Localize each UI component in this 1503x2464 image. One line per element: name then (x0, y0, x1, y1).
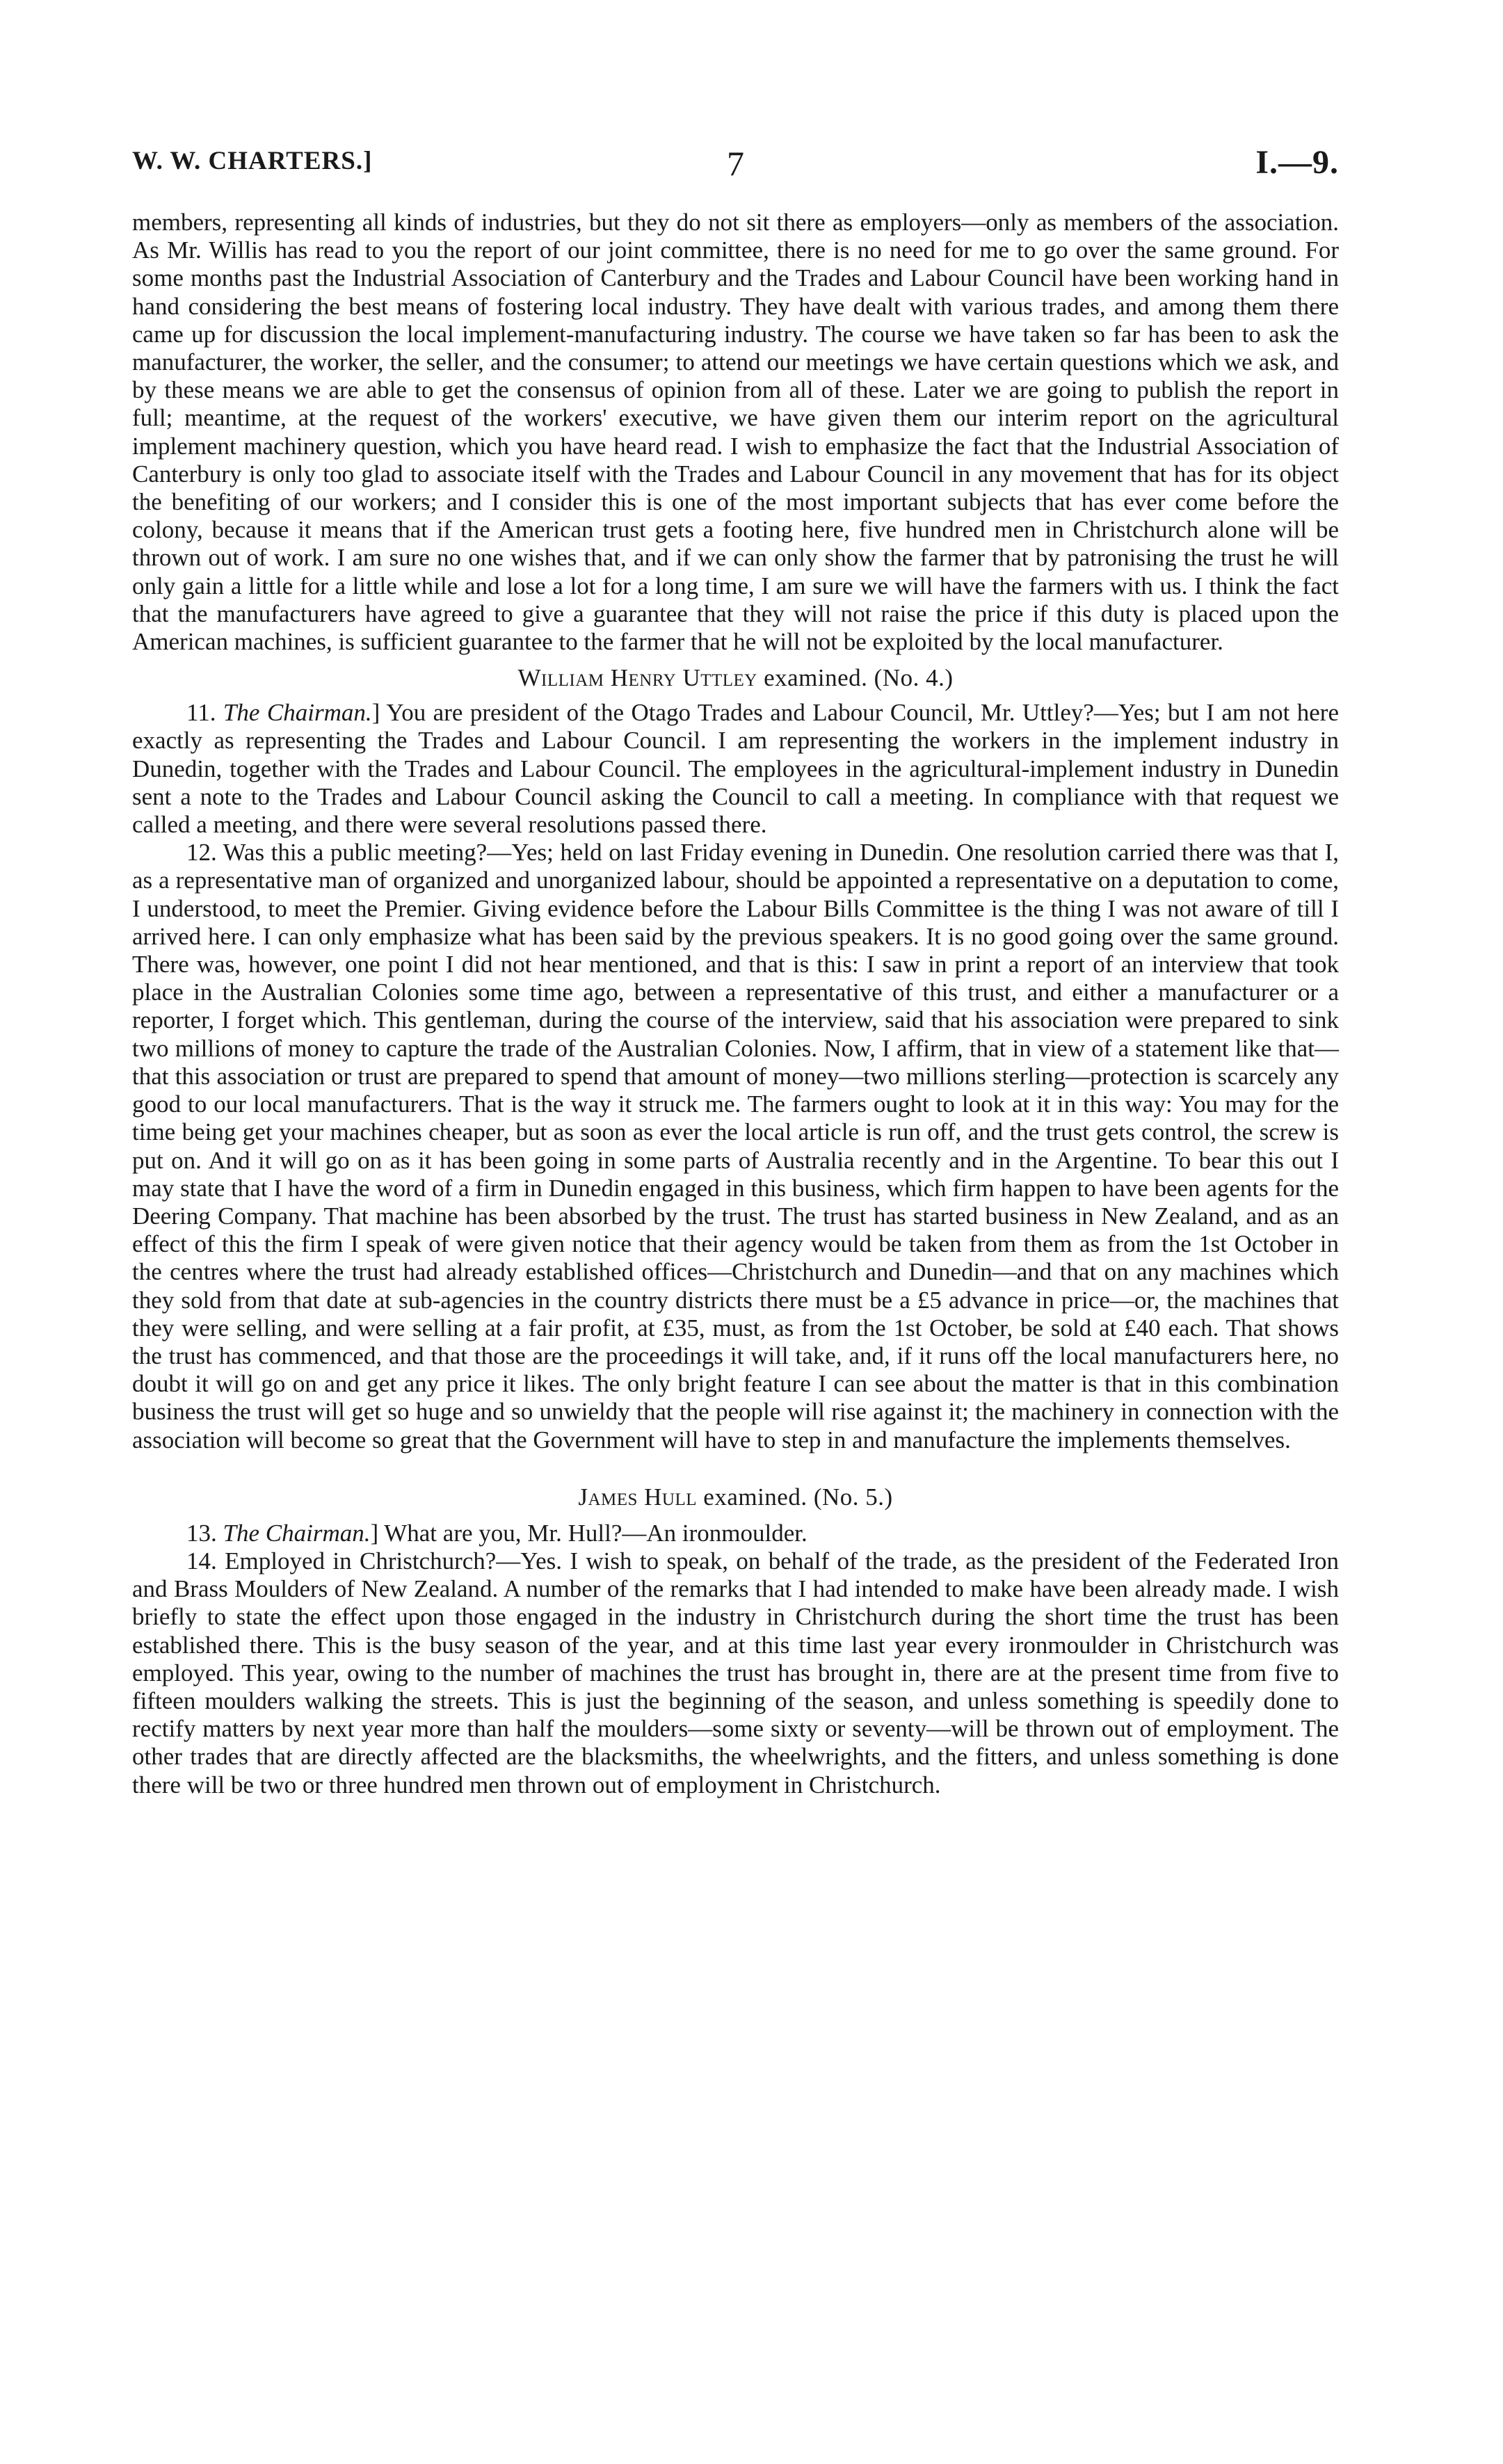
witness-heading-rest: examined. (No. 5.) (697, 1483, 893, 1511)
witness-heading-uttley (132, 664, 1339, 692)
speaker-label: The Chairman. (223, 699, 372, 727)
witness-heading-rest: examined. (No. 4.) (757, 664, 954, 692)
running-header (132, 146, 1339, 188)
question-text: ] What are you, Mr. Hull?—An ironmoulder. (370, 1519, 807, 1547)
document-body (132, 209, 1339, 1799)
speaker-label: The Chairman. (223, 1519, 371, 1547)
header-author: W. W. CHARTERS.] (132, 147, 373, 175)
witness-name: James Hull (578, 1483, 698, 1511)
header-document-reference: I.—9. (1255, 144, 1339, 181)
witness-heading-hull (132, 1483, 1339, 1511)
witness-name: William Henry Uttley (517, 664, 757, 692)
question-11 (132, 699, 1339, 839)
page-number: 7 (727, 144, 744, 183)
question-number: 11. (186, 699, 223, 727)
question-number: 13. (186, 1519, 223, 1547)
question-12: 12. Was this a public meeting?—Yes; held on last Friday evening in Dunedin. One resolution carried there was that I, as a representative man of organized and unorganized labour, should be appointed a representative on a deputation to come, I understood, to meet the Premier. Giving evidence before the Labour Bills Committee is the thing I was not aware of till I arrived here. I can only emphasize what has been said by the previous speakers. It is no good going over the same ground. There was, however, one point I did not hear mentioned, and that is this: I saw in print a report of an interview that took place in the Australian Colonies some time ago, between a representative of this trust, and either a manufacturer or a reporter, I forget which. This gentleman, during the course of the interview, said that his association were prepared to sink two millions of money to capture the trade of the Australian Colonies. Now, I affirm, that in view of a statement like that—that this association or trust are prepared to spend that amount of money—two millions sterling—protection is scarcely any good to our local manufacturers. That is the way it struck me. The farmers ought to look at it in this way: You may for the time being get your machines cheaper, but as soon as ever the local article is run off, and the trust gets control, the screw is put on. And it will go on as it has been going in some parts of Australia recently and in the Argentine. To bear this out I may state that I have the word of a firm in Dunedin engaged in this business, which firm happen to have been agents for the Deering Company. That machine has been absorbed by the trust. The trust has started business in New Zealand, and as an effect of this the firm I speak of were given notice that their agency would be taken from them as from the 1st October in the centres where the trust had already established offices—Christchurch and Dunedin—and that on any machines which they sold from that date at sub-agencies in the country districts there must be a £5 advance in price—or, the machines that they were selling, and were selling at a fair profit, at £35, must, as from the 1st October, be sold at £40 each. That shows the trust has commenced, and that those are the proceedings it will take, and, if it runs off the local manufacturers here, no doubt it will go on and get any price it likes. The only bright feature I can see about the matter is that in this combination business the trust will get so huge and so unwieldy that the people will rise against it; the machinery in connection with the association will become so great that the Government will have to step in and manufacture the implements themselves. (132, 839, 1339, 1454)
question-13 (132, 1520, 1339, 1547)
question-text: ] You are president of the Otago Trades and Labour Council, Mr. Uttley?—Yes; but I am not here exactly as representing the Trades and Labour Council. I am representing the workers in the implement industry in Dunedin, together with the Trades and Labour Council. The employees in the agricultural-implement industry in Dunedin sent a note to the Trades and Labour Council asking the Council to call a meeting. In compliance with that request we called a meeting, and there were several resolutions passed there. (132, 699, 1339, 839)
paragraph-intro: members, representing all kinds of industries, but they do not sit there as employers—only as members of the association. As Mr. Willis has read to you the report of our joint committee, there is no need for me to go over the same ground. For some months past the Industrial Association of Canterbury and the Trades and Labour Council have been working hand in hand considering the best means of fostering local industry. They have dealt with various trades, and among them there came up for discussion the local implement-manufacturing industry. The course we have taken so far has been to ask the manufacturer, the worker, the seller, and the consumer; to attend our meetings we have certain questions which we ask, and by these means we are able to get the consensus of opinion from all of these. Later we are going to publish the report in full; meantime, at the request of the workers' executive, we have given them our interim report on the agricultural implement machinery question, which you have heard read. I wish to emphasize the fact that the Industrial Association of Canterbury is only too glad to associate itself with the Trades and Labour Council in any movement that has for its object the benefiting of our workers; and I consider this is one of the most important subjects that has ever come before the colony, because it means that if the American trust gets a footing here, five hundred men in Christchurch alone will be thrown out of work. I am sure no one wishes that, and if we can only show the farmer that by patronising the trust he will only gain a little for a little while and lose a lot for a long time, I am sure we will have the farmers with us. I think the fact that the manufacturers have agreed to give a guarantee that they will not raise the price if this duty is placed upon the American machines, is sufficient guarantee to the farmer that he will not be exploited by the local manufacturer. (132, 209, 1339, 656)
question-14: 14. Employed in Christchurch?—Yes. I wish to speak, on behalf of the trade, as the president of the Federated Iron and Brass Moulders of New Zealand. A number of the remarks that I had intended to make have been already made. I wish briefly to state the effect upon those engaged in the industry in Christchurch during the short time the trust has been established there. This is the busy season of the year, and at this time last year every ironmoulder in Christchurch was employed. This year, owing to the number of machines the trust has brought in, there are at the present time from five to fifteen moulders walking the streets. This is just the beginning of the season, and unless something is speedily done to rectify matters by next year more than half the moulders—some sixty or seventy—will be thrown out of employment. The other trades that are directly affected are the blacksmiths, the wheelwrights, and the fitters, and unless something is done there will be two or three hundred men thrown out of employment in Christchurch. (132, 1547, 1339, 1798)
